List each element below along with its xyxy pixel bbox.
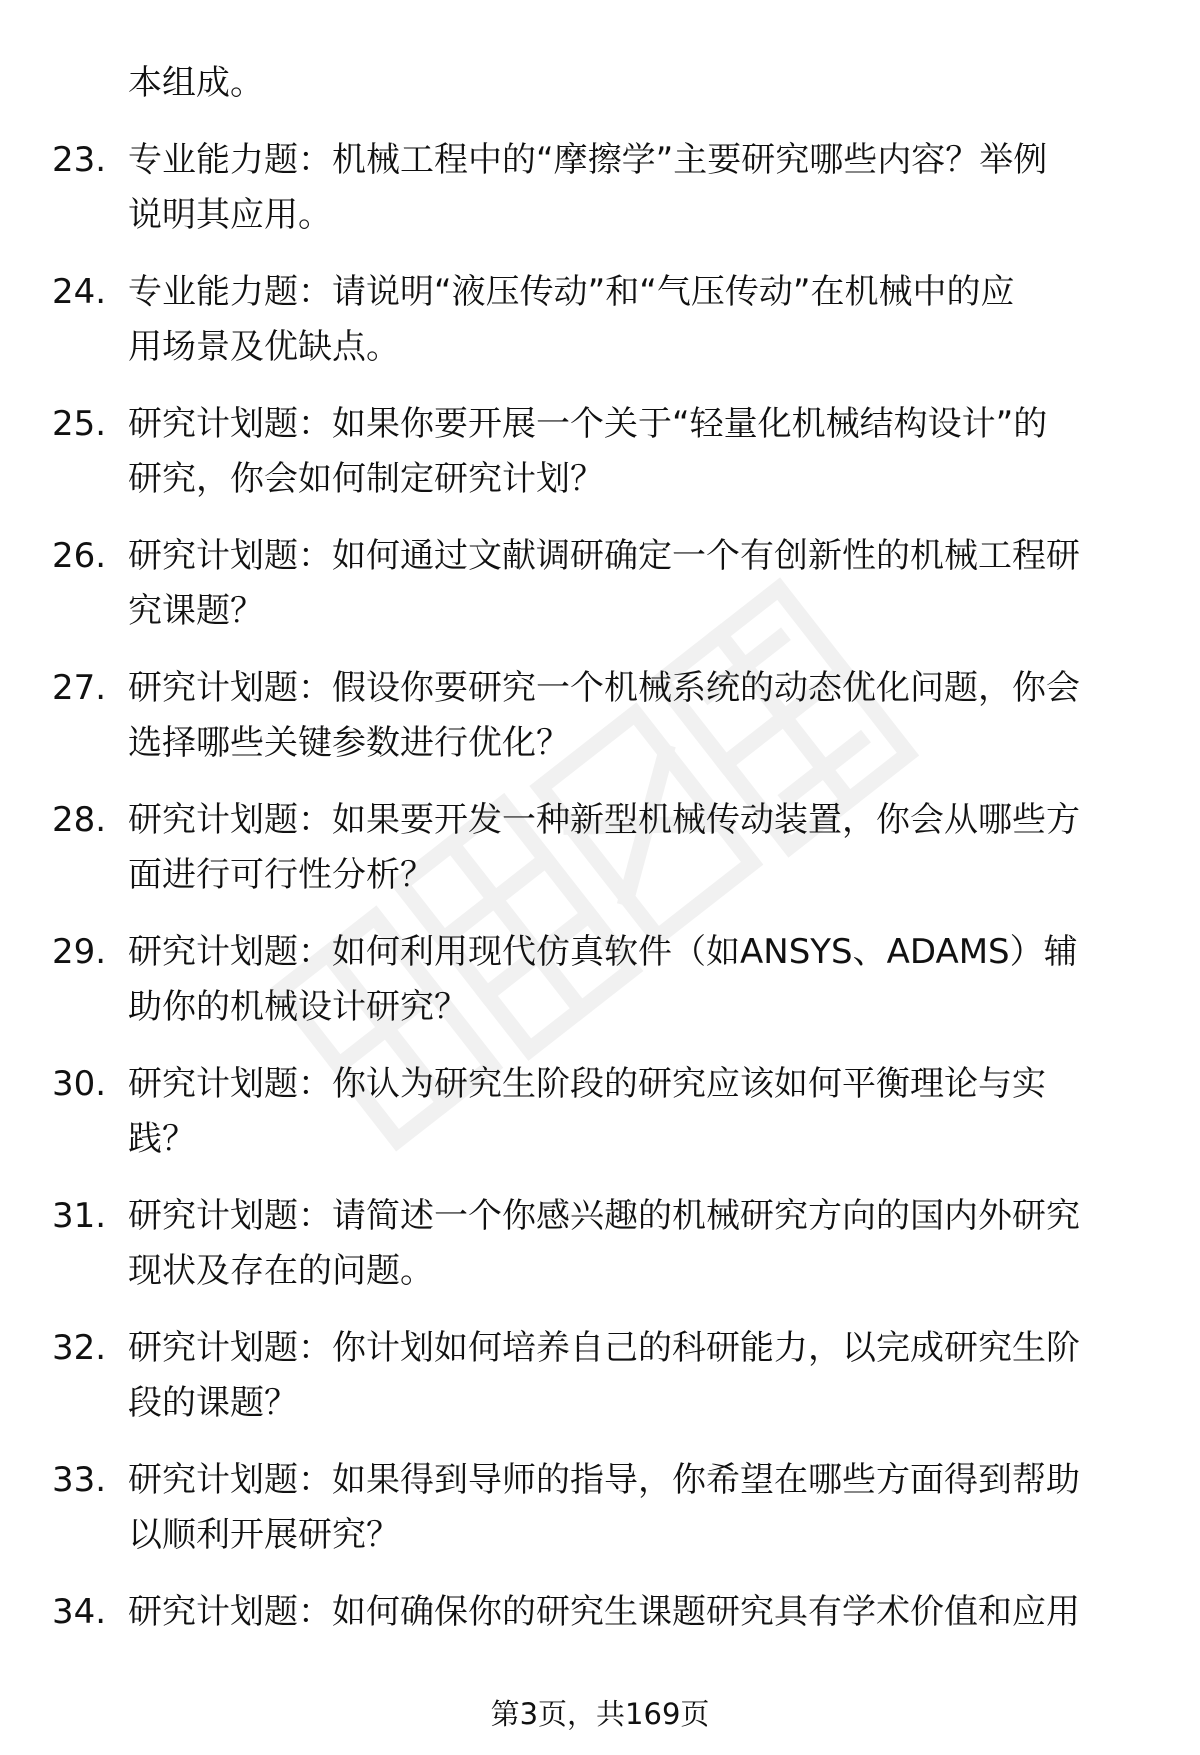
- question-text: [128, 925, 1142, 1035]
- question-line: 研究计划题：如果要开发一种新型机械传动装置，你会从哪些方: [128, 800, 1080, 840]
- question-line: 研究计划题：你认为研究生阶段的研究应该如何平衡理论与实: [128, 1064, 1046, 1104]
- question-line: 研究计划题：如何确保你的研究生课题研究具有学术价值和应用: [128, 1592, 1080, 1632]
- question-item: [52, 1585, 1142, 1640]
- question-line: 以顺利开展研究？: [128, 1515, 400, 1555]
- question-number: 27.: [52, 668, 107, 708]
- question-line: 研究计划题：如果你要开展一个关于“轻量化机械结构设计”的: [128, 404, 1048, 444]
- question-number: 26.: [52, 536, 107, 576]
- question-line: 段的课题？: [128, 1383, 298, 1423]
- question-line: 专业能力题：请说明“液压传动”和“气压传动”在机械中的应: [128, 272, 1015, 312]
- question-item: [52, 1189, 1142, 1299]
- question-line: 研究计划题：假设你要研究一个机械系统的动态优化问题，你会: [128, 668, 1080, 708]
- previous-question-continuation: 本组成。: [128, 63, 264, 103]
- question-line: 研究计划题：如果得到导师的指导，你希望在哪些方面得到帮助: [128, 1460, 1080, 1500]
- question-text: [128, 133, 1142, 243]
- question-line: 研究计划题：如何通过文献调研确定一个有创新性的机械工程研: [128, 536, 1080, 576]
- question-item: [52, 265, 1142, 375]
- question-line: 面进行可行性分析？: [128, 855, 434, 895]
- question-line: 现状及存在的问题。: [128, 1251, 434, 1291]
- question-item: [52, 1453, 1142, 1563]
- question-line: 用场景及优缺点。: [128, 327, 400, 367]
- question-number: 29.: [52, 932, 107, 972]
- question-item: [52, 133, 1142, 243]
- question-item: [52, 925, 1142, 1035]
- question-line: 专业能力题：机械工程中的“摩擦学”主要研究哪些内容？举例: [128, 140, 1048, 180]
- question-number: 25.: [52, 404, 107, 444]
- question-text: [128, 1321, 1142, 1431]
- question-number: 31.: [52, 1196, 107, 1236]
- question-item: [52, 1321, 1142, 1431]
- question-number: 33.: [52, 1460, 107, 1500]
- question-line: 助你的机械设计研究？: [128, 987, 468, 1027]
- question-text: [128, 793, 1142, 903]
- question-number: 28.: [52, 800, 107, 840]
- question-item: [52, 661, 1142, 771]
- question-line: 研究计划题：你计划如何培养自己的科研能力，以完成研究生阶: [128, 1328, 1080, 1368]
- question-text: [128, 1453, 1142, 1563]
- question-item: [52, 529, 1142, 639]
- question-text: [128, 529, 1142, 639]
- question-line: 说明其应用。: [128, 195, 332, 235]
- question-item: [52, 1057, 1142, 1167]
- question-number: 23.: [52, 140, 107, 180]
- question-item: [52, 397, 1142, 507]
- question-text: [128, 1585, 1142, 1640]
- question-line: 践？: [128, 1119, 196, 1159]
- question-item: [52, 793, 1142, 903]
- question-line: 研究计划题：如何利用现代仿真软件（如ANSYS、ADAMS）辅: [128, 932, 1078, 972]
- question-list: [52, 56, 1142, 1662]
- question-number: 24.: [52, 272, 107, 312]
- question-text: [128, 1189, 1142, 1299]
- page-number-footer: 第3页，共169页: [490, 1697, 710, 1731]
- question-number: 32.: [52, 1328, 107, 1368]
- question-text: [128, 397, 1142, 507]
- question-line: 研究，你会如何制定研究计划？: [128, 459, 604, 499]
- question-number: 34.: [52, 1592, 107, 1632]
- question-text: [128, 661, 1142, 771]
- question-line: 选择哪些关键参数进行优化？: [128, 723, 570, 763]
- question-line: 究课题？: [128, 591, 264, 631]
- question-text: [128, 1057, 1142, 1167]
- question-text: [128, 265, 1142, 375]
- question-number: 30.: [52, 1064, 107, 1104]
- question-line: 研究计划题：请简述一个你感兴趣的机械研究方向的国内外研究: [128, 1196, 1080, 1236]
